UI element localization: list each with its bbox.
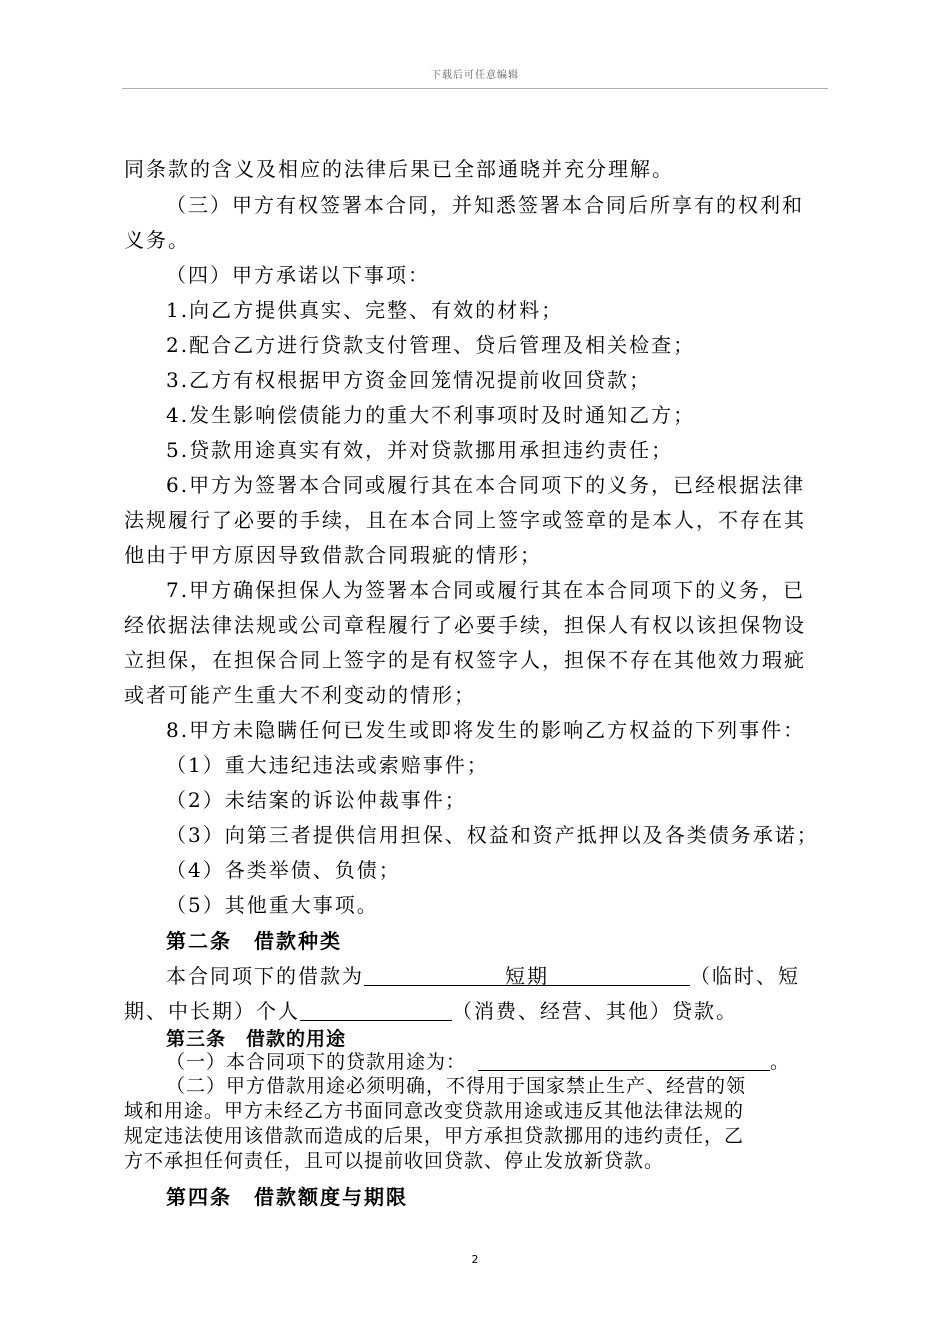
form-text: 本合同项下的借款为	[166, 964, 364, 988]
loan-type-field[interactable]: 短期	[364, 963, 690, 986]
paragraph-line: （二）甲方借款用途必须明确，不得用于国家禁止生产、经营的领	[166, 1075, 747, 1097]
form-line	[166, 963, 800, 989]
list-item: （3）向第三者提供信用担保、权益和资产抵押以及各类债务承诺；	[166, 823, 819, 847]
paragraph-line: （三）甲方有权签署本合同，并知悉签署本合同后所享有的权利和	[166, 193, 804, 217]
paragraph-line: 或者可能产生重大不利变动的情形；	[124, 683, 476, 707]
list-item: 8.甲方未隐瞒任何已发生或即将发生的影响乙方权益的下列事件：	[166, 718, 806, 742]
list-item: （5）其他重大事项。	[166, 893, 379, 917]
list-item: 6.甲方为签署本合同或履行其在本合同项下的义务，已经根据法律	[166, 473, 806, 497]
list-item: 2.配合乙方进行贷款支付管理、贷后管理及相关检查；	[166, 333, 696, 357]
list-item: 5.贷款用途真实有效，并对贷款挪用承担违约责任；	[166, 438, 674, 462]
paragraph-line: 法规履行了必要的手续，且在本合同上签字或签章的是本人，不存在其	[124, 508, 806, 532]
form-text: （一）本合同项下的贷款用途为：	[166, 1051, 467, 1073]
list-item: 4.发生影响偿债能力的重大不利事项时及时通知乙方；	[166, 403, 696, 427]
form-text: 期、中长期）个人	[124, 999, 300, 1023]
header-divider	[122, 88, 828, 89]
paragraph-line: 义务。	[124, 228, 190, 252]
paragraph-line: 他由于甲方原因导致借款合同瑕疵的情形；	[124, 543, 542, 567]
list-item: 3.乙方有权根据甲方资金回笼情况提前收回贷款；	[166, 368, 652, 392]
paragraph-line: 规定违法使用该借款而造成的后果，甲方承担贷款挪用的违约责任，乙	[124, 1125, 745, 1147]
paragraph-line: 方不承担任何责任，且可以提前收回贷款、停止发放新贷款。	[124, 1150, 665, 1172]
list-item: （1）重大违纪违法或索赔事件；	[166, 753, 489, 777]
list-item: 7.甲方确保担保人为签署本合同或履行其在本合同项下的义务，已	[166, 578, 806, 602]
section-heading: 第三条 借款的用途	[166, 1028, 347, 1050]
list-item: 1.向乙方提供真实、完整、有效的材料；	[166, 298, 564, 322]
form-text: 。	[770, 1051, 791, 1073]
form-line	[124, 998, 738, 1024]
paragraph-line: （四）甲方承诺以下事项：	[166, 263, 430, 287]
form-line	[166, 1050, 790, 1074]
list-item: （2）未结案的诉讼仲裁事件；	[166, 788, 467, 812]
loan-use-field[interactable]	[478, 1050, 770, 1071]
paragraph-line: 同条款的含义及相应的法律后果已全部通晓并充分理解。	[124, 157, 674, 181]
paragraph-line: 经依据法律法规或公司章程履行了必要手续，担保人有权以该担保物设	[124, 613, 806, 637]
section-heading: 第四条 借款额度与期限	[166, 1185, 408, 1209]
form-text: （临时、短	[690, 964, 800, 988]
paragraph-line: 立担保，在担保合同上签字的是有权签字人，担保不存在其他效力瑕疵	[124, 648, 806, 672]
page-header: 下载后可任意编辑	[431, 70, 519, 81]
loan-purpose-type-field[interactable]	[300, 998, 452, 1021]
section-heading: 第二条 借款种类	[166, 929, 342, 953]
paragraph-line: 域和用途。甲方未经乙方书面同意改变贷款用途或违反其他法律法规的	[124, 1100, 745, 1122]
page-number: 2	[471, 1253, 479, 1266]
form-text: （消费、经营、其他）贷款。	[452, 999, 738, 1023]
list-item: （4）各类举债、负债；	[166, 858, 401, 882]
